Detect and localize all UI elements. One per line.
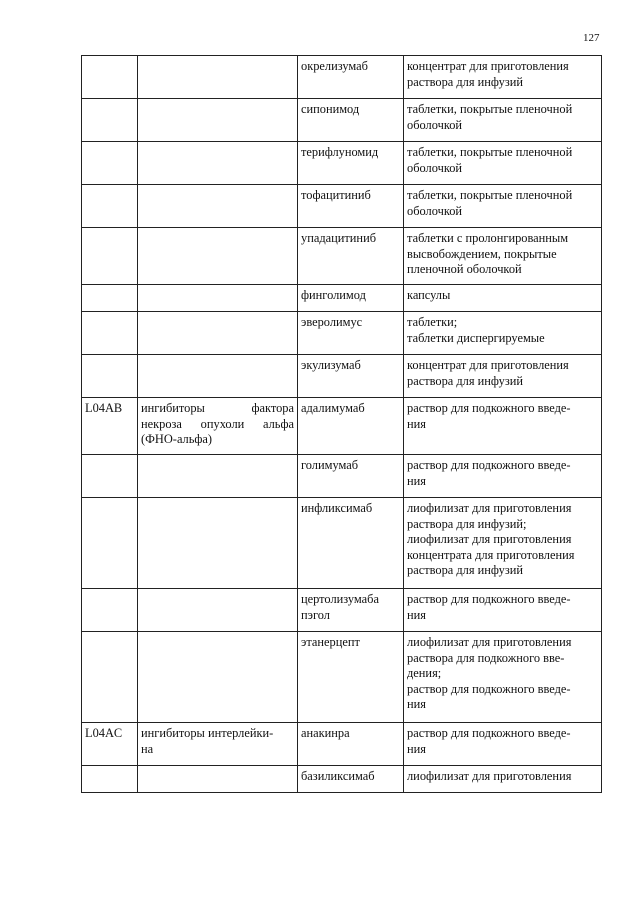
table-row	[82, 285, 602, 312]
drug-name-cell	[298, 312, 404, 355]
drug-name-line: тофацитиниб	[301, 188, 371, 202]
table-row	[82, 99, 602, 142]
drug-name-line: цертолизумаба	[301, 592, 379, 606]
group-name-cell	[138, 228, 298, 285]
group-name-cell	[138, 99, 298, 142]
table-row	[82, 312, 602, 355]
dosage-form-line: раствора для инфузий;	[407, 516, 527, 531]
drug-name-cell	[298, 632, 404, 723]
dosage-form-line: дения;	[407, 666, 442, 680]
dosage-form-cell	[404, 99, 602, 142]
table-row	[82, 228, 602, 285]
group-name-cell	[138, 355, 298, 398]
atc-code-cell	[82, 355, 138, 398]
dosage-form-line: лиофилизат для приготовления	[407, 532, 572, 546]
drug-name-line: экулизумаб	[301, 358, 361, 372]
dosage-form-cell	[404, 498, 602, 589]
group-name-cell	[138, 142, 298, 185]
table-row	[82, 355, 602, 398]
drug-name-line: базиликсимаб	[301, 769, 375, 783]
dosage-form-line: концентрат для приготовления	[407, 59, 569, 73]
dosage-form-cell	[404, 632, 602, 723]
group-name-cell	[138, 285, 298, 312]
atc-code-cell	[82, 99, 138, 142]
group-name-cell	[138, 589, 298, 632]
dosage-form-line: концентрат для приготовления	[407, 358, 569, 372]
atc-code-cell: L04AC	[82, 723, 138, 766]
dosage-form-line: таблетки, покрытые пленочной	[407, 102, 573, 116]
table-row	[82, 723, 602, 766]
dosage-form-line: лиофилизат для приготовления	[407, 635, 572, 649]
drug-name-line: окрелизумаб	[301, 59, 368, 73]
drug-name-cell	[298, 766, 404, 793]
dosage-form-line: оболочкой	[407, 203, 463, 218]
dosage-form-line: оболочкой	[407, 160, 463, 175]
dosage-form-line: таблетки, покрытые пленочной	[407, 145, 573, 159]
atc-code-cell	[82, 498, 138, 589]
dosage-form-cell	[404, 355, 602, 398]
dosage-form-line: раствор для подкожного введе-	[407, 458, 571, 472]
table-row	[82, 142, 602, 185]
group-name-cell	[138, 56, 298, 99]
page-number: 127	[583, 32, 600, 44]
atc-code-cell	[82, 455, 138, 498]
group-name-cell	[138, 723, 298, 766]
dosage-form-line: раствор для подкожного введе-	[407, 681, 571, 696]
dosage-form-line: раствор для подкожного введе-	[407, 726, 571, 740]
dosage-form-line: концентрата для приготовления	[407, 547, 575, 562]
table-row	[82, 56, 602, 99]
dosage-form-line: таблетки с пролонгированным	[407, 231, 569, 245]
drug-name-cell	[298, 398, 404, 455]
dosage-form-line: раствора для инфузий	[407, 74, 523, 89]
drug-name-line: адалимумаб	[301, 401, 365, 415]
group-name-cell	[138, 185, 298, 228]
atc-code-cell	[82, 285, 138, 312]
group-name-cell	[138, 312, 298, 355]
atc-code-cell	[82, 142, 138, 185]
table-row	[82, 589, 602, 632]
group-name-text: ингибиторы фактора некроза опухоли альфа (ФНО-альфа)	[141, 401, 294, 446]
table-body	[82, 56, 602, 793]
atc-code-cell	[82, 589, 138, 632]
drug-name-cell	[298, 589, 404, 632]
drug-name-cell	[298, 455, 404, 498]
dosage-form-line: таблетки, покрытые пленочной	[407, 188, 573, 202]
drug-name-line: финголимод	[301, 288, 366, 302]
dosage-form-cell	[404, 285, 602, 312]
drug-name-cell	[298, 355, 404, 398]
atc-code-cell	[82, 228, 138, 285]
dosage-form-line: лиофилизат для приготовления	[407, 769, 572, 783]
dosage-form-cell	[404, 723, 602, 766]
dosage-form-line: раствор для подкожного введе-	[407, 592, 571, 606]
drug-classification-table	[81, 55, 602, 793]
dosage-form-line: ния	[407, 697, 426, 711]
dosage-form-cell	[404, 398, 602, 455]
dosage-form-line: раствора для инфузий	[407, 373, 523, 388]
group-name-cell	[138, 632, 298, 723]
dosage-form-cell	[404, 185, 602, 228]
table-row	[82, 632, 602, 723]
drug-name-cell	[298, 185, 404, 228]
drug-name-cell	[298, 498, 404, 589]
dosage-form-line: ния	[407, 741, 426, 756]
dosage-form-cell	[404, 312, 602, 355]
atc-code-cell	[82, 185, 138, 228]
table-row	[82, 185, 602, 228]
dosage-form-line: раствора для инфузий	[407, 563, 523, 577]
table-row	[82, 455, 602, 498]
drug-name-cell	[298, 142, 404, 185]
group-name-cell	[138, 766, 298, 793]
dosage-form-cell	[404, 589, 602, 632]
dosage-form-cell	[404, 766, 602, 793]
drug-name-line: эверолимус	[301, 315, 363, 329]
atc-code-cell	[82, 766, 138, 793]
drug-name-line: анакинра	[301, 726, 350, 740]
drug-name-line: пэгол	[301, 607, 330, 622]
atc-code-cell	[82, 312, 138, 355]
atc-code-cell	[82, 56, 138, 99]
drug-name-cell	[298, 56, 404, 99]
group-name-cell	[138, 398, 298, 455]
dosage-form-line: высвобождением, покрытые	[407, 246, 557, 261]
dosage-form-line: раствора для подкожного вве-	[407, 650, 565, 665]
dosage-form-line: раствор для подкожного введе-	[407, 401, 571, 415]
group-name-line: ингибиторы интерлейки-	[141, 726, 274, 740]
group-name-line: на	[141, 741, 154, 756]
drug-name-line: инфликсимаб	[301, 501, 373, 515]
drug-name-line: сипонимод	[301, 102, 360, 116]
table-row	[82, 766, 602, 793]
dosage-form-line: лиофилизат для приготовления	[407, 501, 572, 515]
dosage-form-line: пленочной оболочкой	[407, 262, 522, 276]
dosage-form-cell	[404, 228, 602, 285]
dosage-form-line: ния	[407, 473, 426, 488]
dosage-form-line: ния	[407, 416, 426, 431]
drug-name-line: терифлуномид	[301, 145, 379, 159]
atc-code-cell: L04AB	[82, 398, 138, 455]
dosage-form-line: ния	[407, 607, 426, 622]
drug-name-cell	[298, 228, 404, 285]
dosage-form-line: таблетки диспергируемые	[407, 330, 545, 345]
dosage-form-cell	[404, 142, 602, 185]
dosage-form-line: капсулы	[407, 288, 451, 302]
drug-name-cell	[298, 285, 404, 312]
group-name-cell	[138, 498, 298, 589]
atc-code-cell	[82, 632, 138, 723]
dosage-form-cell	[404, 56, 602, 99]
table-row	[82, 498, 602, 589]
dosage-form-cell	[404, 455, 602, 498]
dosage-form-line: таблетки;	[407, 315, 458, 329]
drug-name-cell	[298, 99, 404, 142]
drug-name-line: этанерцепт	[301, 635, 360, 649]
group-name-cell	[138, 455, 298, 498]
drug-name-line: голимумаб	[301, 458, 359, 472]
dosage-form-line: оболочкой	[407, 117, 463, 132]
drug-name-line: упадацитиниб	[301, 231, 377, 245]
drug-name-cell	[298, 723, 404, 766]
table-row	[82, 398, 602, 455]
